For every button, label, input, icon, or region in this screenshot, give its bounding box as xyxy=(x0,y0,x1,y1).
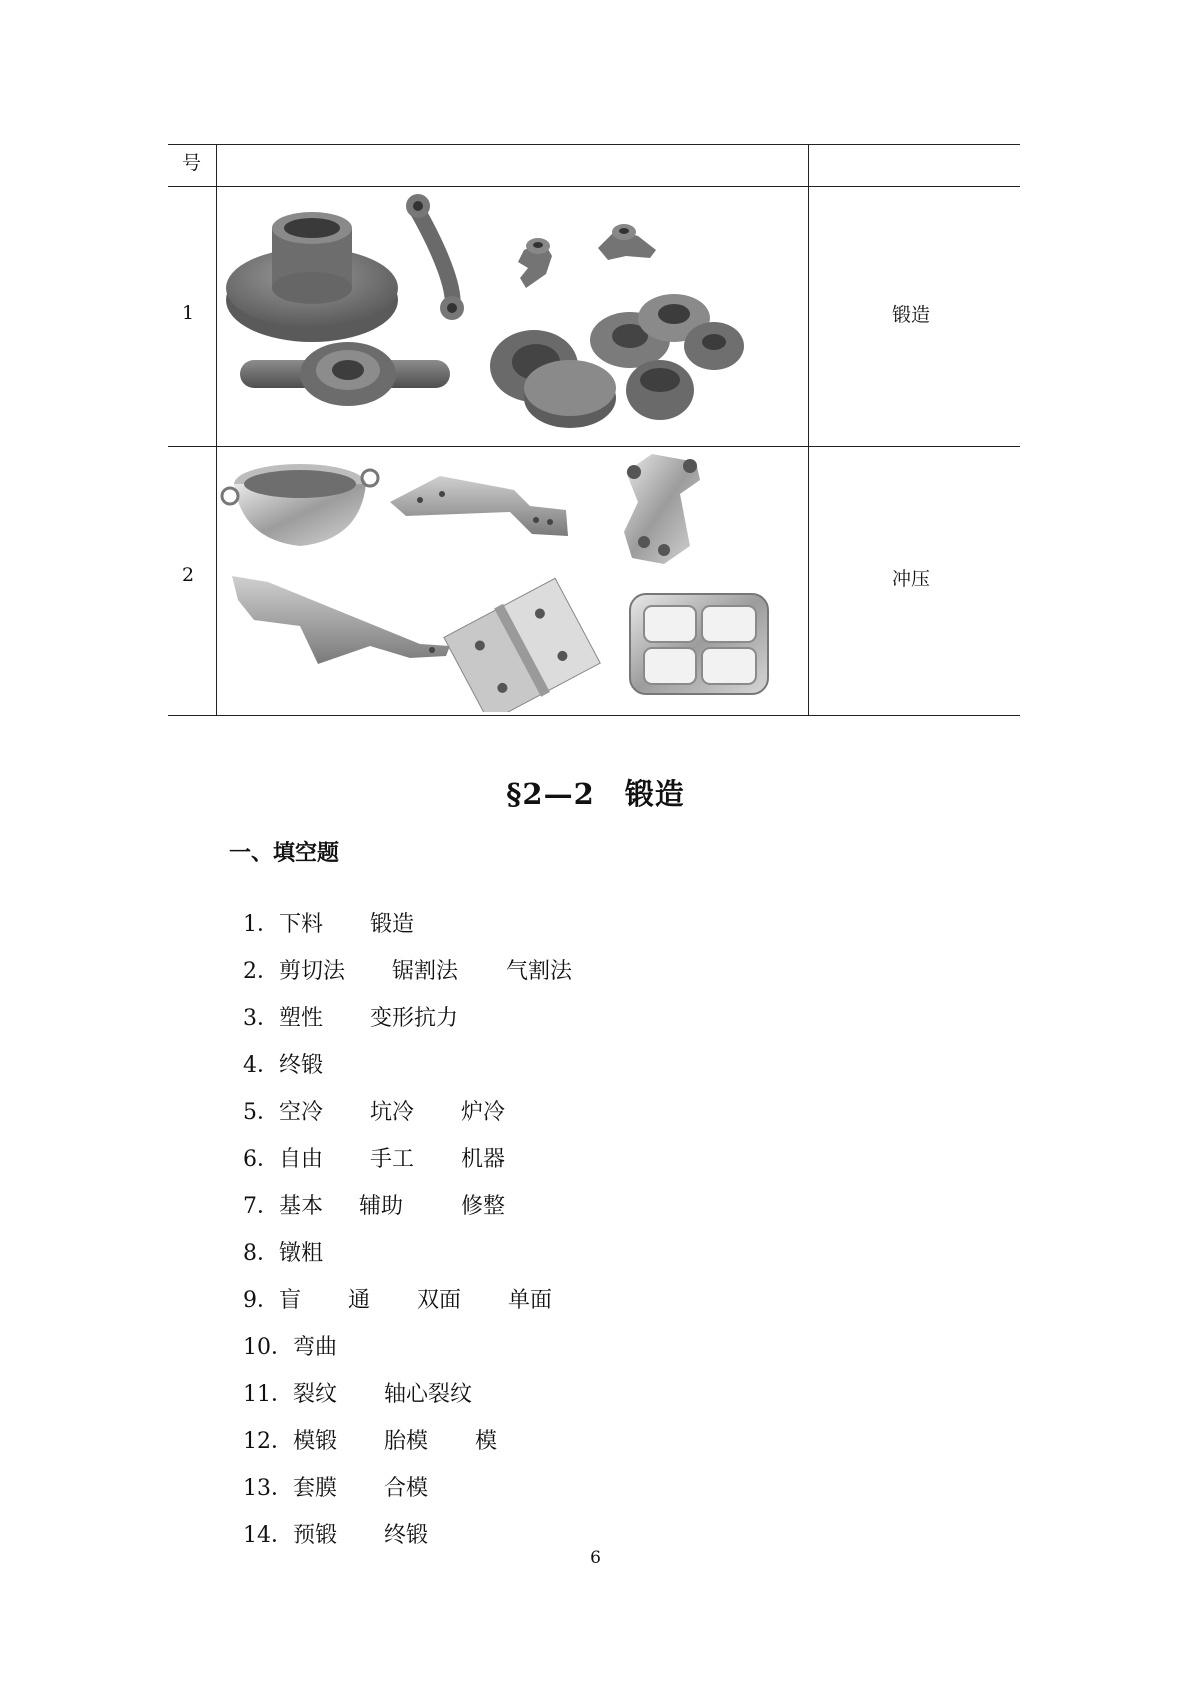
answer-item: 塑性 xyxy=(279,1006,324,1031)
parts-table xyxy=(168,144,1020,716)
page-number: 6 xyxy=(590,1548,601,1568)
answer-number: 12． xyxy=(243,1429,293,1454)
question-heading: 一、填空题 xyxy=(229,840,340,866)
answer-line xyxy=(229,1493,428,1549)
answer-item: 炉冷 xyxy=(461,1100,506,1125)
row-method: 锻造 xyxy=(892,304,931,326)
answer-number: 3． xyxy=(243,1006,279,1031)
answer-item: 终锻 xyxy=(384,1523,429,1548)
answer-item: 变形抗力 xyxy=(370,1006,459,1031)
answer-item: 单面 xyxy=(508,1288,553,1313)
stamped-parts-image xyxy=(220,450,804,712)
table-header-rule xyxy=(168,186,1020,187)
answer-item: 手工 xyxy=(370,1147,415,1172)
row-method: 冲压 xyxy=(892,568,931,590)
answer-item: 锯割法 xyxy=(392,959,459,984)
answer-item: 模 xyxy=(475,1429,498,1454)
answer-item: 自由 xyxy=(279,1147,324,1172)
forged-parts-image xyxy=(220,190,804,442)
answer-number: 6． xyxy=(243,1147,279,1172)
answer-item: 胎模 xyxy=(384,1429,429,1454)
answer-number: 10． xyxy=(243,1335,293,1360)
answer-item: 模锻 xyxy=(293,1429,338,1454)
answer-number: 1． xyxy=(243,912,279,937)
answer-item: 预锻 xyxy=(293,1523,338,1548)
answer-number: 2． xyxy=(243,959,279,984)
answer-number: 5． xyxy=(243,1100,279,1125)
answer-item: 剪切法 xyxy=(279,959,346,984)
answer-item: 盲 xyxy=(279,1288,302,1313)
answer-item: 辅助 xyxy=(359,1194,404,1219)
answer-item: 镦粗 xyxy=(279,1241,324,1266)
answer-number: 9． xyxy=(243,1288,279,1313)
answer-item: 双面 xyxy=(417,1288,462,1313)
answer-number: 8． xyxy=(243,1241,279,1266)
answer-item: 裂纹 xyxy=(293,1382,338,1407)
answer-item: 合模 xyxy=(384,1476,429,1501)
answer-item: 轴心裂纹 xyxy=(384,1382,473,1407)
answer-item: 气割法 xyxy=(506,959,573,984)
answer-item: 空冷 xyxy=(279,1100,324,1125)
answer-number: 7． xyxy=(243,1194,279,1219)
answer-item: 修整 xyxy=(461,1194,506,1219)
answer-item: 通 xyxy=(348,1288,371,1313)
answer-item: 坑冷 xyxy=(370,1100,415,1125)
answer-item: 机器 xyxy=(461,1147,506,1172)
table-col-rule xyxy=(808,144,809,716)
table-row-rule xyxy=(168,446,1020,447)
header-number-label: 号 xyxy=(182,152,202,174)
table-col-rule xyxy=(216,144,217,716)
answer-number: 11． xyxy=(243,1382,293,1407)
table-bottom-rule xyxy=(168,715,1020,716)
answer-number: 4． xyxy=(243,1053,279,1078)
row-number: 2 xyxy=(182,564,195,586)
answer-item: 终锻 xyxy=(279,1053,324,1078)
answer-item: 套膜 xyxy=(293,1476,338,1501)
answer-number: 13． xyxy=(243,1476,293,1501)
section-title: §2—2 锻造 xyxy=(506,777,685,811)
answer-item: 下料 xyxy=(279,912,324,937)
answer-number: 14． xyxy=(243,1523,293,1548)
answer-item: 基本 xyxy=(279,1194,324,1219)
answer-item: 锻造 xyxy=(370,912,415,937)
row-number: 1 xyxy=(182,302,195,324)
table-top-rule xyxy=(168,144,1020,145)
answer-item: 弯曲 xyxy=(293,1335,338,1360)
